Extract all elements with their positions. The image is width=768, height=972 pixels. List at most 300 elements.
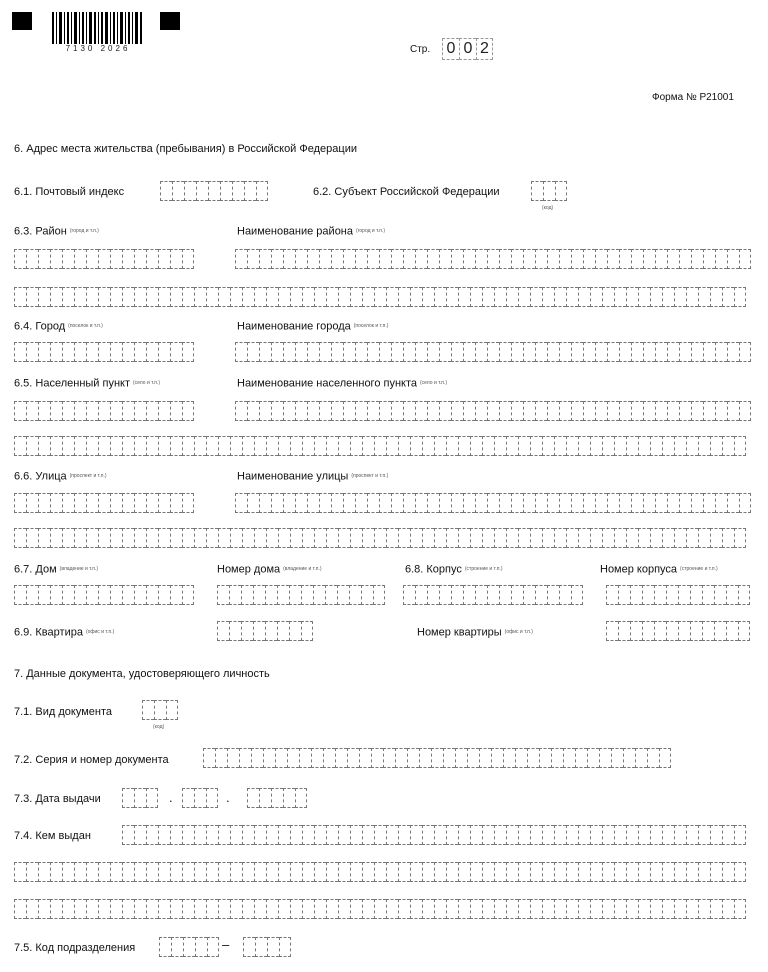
char-cell[interactable] <box>134 436 146 456</box>
char-cell[interactable] <box>134 249 146 269</box>
char-cell[interactable] <box>674 436 686 456</box>
char-cell[interactable] <box>295 249 307 269</box>
char-cell[interactable] <box>208 181 220 201</box>
char-cell[interactable] <box>631 493 643 513</box>
char-cell[interactable] <box>122 528 134 548</box>
char-cell[interactable] <box>326 899 338 919</box>
char-cell[interactable] <box>458 528 470 548</box>
char-cell[interactable] <box>110 342 122 362</box>
char-cell[interactable] <box>331 249 343 269</box>
issued-by-input[interactable] <box>122 825 746 845</box>
char-cell[interactable] <box>575 748 587 768</box>
char-cell[interactable] <box>267 937 279 957</box>
char-cell[interactable] <box>62 528 74 548</box>
char-cell[interactable] <box>266 862 278 882</box>
char-cell[interactable] <box>559 342 571 362</box>
char-cell[interactable] <box>325 585 337 605</box>
char-cell[interactable] <box>403 585 415 605</box>
char-cell[interactable] <box>146 493 158 513</box>
char-cell[interactable] <box>98 493 110 513</box>
char-cell[interactable] <box>710 825 722 845</box>
char-cell[interactable] <box>266 528 278 548</box>
char-cell[interactable] <box>506 825 518 845</box>
char-cell[interactable] <box>542 899 554 919</box>
char-cell[interactable] <box>110 436 122 456</box>
char-cell[interactable] <box>203 748 215 768</box>
char-cell[interactable] <box>595 249 607 269</box>
char-cell[interactable] <box>422 899 434 919</box>
char-cell[interactable] <box>307 249 319 269</box>
char-cell[interactable] <box>195 937 207 957</box>
char-cell[interactable] <box>583 249 595 269</box>
char-cell[interactable] <box>499 342 511 362</box>
char-cell[interactable] <box>301 621 313 641</box>
char-cell[interactable] <box>146 585 158 605</box>
char-cell[interactable] <box>583 342 595 362</box>
char-cell[interactable] <box>398 436 410 456</box>
char-cell[interactable] <box>606 621 618 641</box>
char-cell[interactable] <box>206 825 218 845</box>
char-cell[interactable] <box>431 748 443 768</box>
char-cell[interactable] <box>710 528 722 548</box>
char-cell[interactable] <box>515 748 527 768</box>
char-cell[interactable] <box>642 621 654 641</box>
char-cell[interactable] <box>295 788 307 808</box>
char-cell[interactable] <box>523 585 535 605</box>
char-cell[interactable] <box>338 287 350 307</box>
char-cell[interactable] <box>142 700 154 720</box>
char-cell[interactable] <box>391 342 403 362</box>
char-cell[interactable] <box>371 748 383 768</box>
char-cell[interactable] <box>374 862 386 882</box>
char-cell[interactable] <box>122 249 134 269</box>
char-cell[interactable] <box>710 436 722 456</box>
char-cell[interactable] <box>650 825 662 845</box>
char-cell[interactable] <box>86 899 98 919</box>
char-cell[interactable] <box>674 528 686 548</box>
char-cell[interactable] <box>374 825 386 845</box>
char-cell[interactable] <box>482 825 494 845</box>
char-cell[interactable] <box>266 899 278 919</box>
char-cell[interactable] <box>407 748 419 768</box>
char-cell[interactable] <box>275 748 287 768</box>
char-cell[interactable] <box>182 862 194 882</box>
char-cell[interactable] <box>679 249 691 269</box>
char-cell[interactable] <box>74 528 86 548</box>
char-cell[interactable] <box>446 528 458 548</box>
char-cell[interactable] <box>434 287 446 307</box>
char-cell[interactable] <box>547 493 559 513</box>
char-cell[interactable] <box>511 493 523 513</box>
char-cell[interactable] <box>278 436 290 456</box>
char-cell[interactable] <box>727 342 739 362</box>
char-cell[interactable] <box>170 493 182 513</box>
char-cell[interactable] <box>415 493 427 513</box>
char-cell[interactable] <box>242 436 254 456</box>
char-cell[interactable] <box>350 899 362 919</box>
char-cell[interactable] <box>74 493 86 513</box>
char-cell[interactable] <box>326 287 338 307</box>
char-cell[interactable] <box>265 585 277 605</box>
char-cell[interactable] <box>98 436 110 456</box>
char-cell[interactable] <box>463 493 475 513</box>
char-cell[interactable] <box>38 401 50 421</box>
char-cell[interactable] <box>350 436 362 456</box>
char-cell[interactable] <box>410 862 422 882</box>
char-cell[interactable] <box>638 287 650 307</box>
char-cell[interactable] <box>38 862 50 882</box>
char-cell[interactable] <box>638 825 650 845</box>
char-cell[interactable] <box>467 748 479 768</box>
char-cell[interactable] <box>146 436 158 456</box>
subject-code-input[interactable] <box>531 181 567 201</box>
char-cell[interactable] <box>710 899 722 919</box>
char-cell[interactable] <box>583 493 595 513</box>
char-cell[interactable] <box>110 287 122 307</box>
char-cell[interactable] <box>487 585 499 605</box>
char-cell[interactable] <box>530 287 542 307</box>
char-cell[interactable] <box>410 899 422 919</box>
char-cell[interactable] <box>271 342 283 362</box>
char-cell[interactable] <box>667 249 679 269</box>
char-cell[interactable] <box>662 287 674 307</box>
char-cell[interactable] <box>314 825 326 845</box>
char-cell[interactable] <box>122 585 134 605</box>
char-cell[interactable] <box>255 937 267 957</box>
char-cell[interactable] <box>253 621 265 641</box>
char-cell[interactable] <box>259 493 271 513</box>
char-cell[interactable] <box>470 862 482 882</box>
char-cell[interactable] <box>458 436 470 456</box>
char-cell[interactable] <box>590 287 602 307</box>
char-cell[interactable] <box>607 493 619 513</box>
char-cell[interactable] <box>230 436 242 456</box>
char-cell[interactable] <box>230 825 242 845</box>
char-cell[interactable] <box>14 436 26 456</box>
char-cell[interactable] <box>487 493 499 513</box>
char-cell[interactable] <box>170 528 182 548</box>
char-cell[interactable] <box>535 401 547 421</box>
char-cell[interactable] <box>86 287 98 307</box>
char-cell[interactable] <box>326 436 338 456</box>
char-cell[interactable] <box>307 342 319 362</box>
char-cell[interactable] <box>643 249 655 269</box>
char-cell[interactable] <box>643 342 655 362</box>
house-number-input[interactable] <box>217 585 385 605</box>
char-cell[interactable] <box>50 899 62 919</box>
char-cell[interactable] <box>355 342 367 362</box>
char-cell[interactable] <box>362 436 374 456</box>
char-cell[interactable] <box>542 862 554 882</box>
apartment-type-input[interactable] <box>217 621 313 641</box>
char-cell[interactable] <box>463 585 475 605</box>
char-cell[interactable] <box>194 436 206 456</box>
district-name-input[interactable] <box>235 249 751 269</box>
char-cell[interactable] <box>619 342 631 362</box>
char-cell[interactable] <box>654 621 666 641</box>
char-cell[interactable] <box>50 493 62 513</box>
char-cell[interactable] <box>146 899 158 919</box>
char-cell[interactable] <box>251 748 263 768</box>
char-cell[interactable] <box>206 528 218 548</box>
char-cell[interactable] <box>26 401 38 421</box>
char-cell[interactable] <box>319 493 331 513</box>
char-cell[interactable] <box>566 862 578 882</box>
char-cell[interactable] <box>475 249 487 269</box>
doc-type-code-input[interactable] <box>142 700 178 720</box>
char-cell[interactable] <box>698 825 710 845</box>
char-cell[interactable] <box>386 825 398 845</box>
char-cell[interactable] <box>62 899 74 919</box>
char-cell[interactable] <box>349 585 361 605</box>
char-cell[interactable] <box>331 342 343 362</box>
district-type-input[interactable] <box>14 249 194 269</box>
char-cell[interactable] <box>554 436 566 456</box>
char-cell[interactable] <box>338 528 350 548</box>
char-cell[interactable] <box>662 862 674 882</box>
char-cell[interactable] <box>451 342 463 362</box>
char-cell[interactable] <box>331 493 343 513</box>
char-cell[interactable] <box>410 287 422 307</box>
char-cell[interactable] <box>391 401 403 421</box>
char-cell[interactable] <box>698 436 710 456</box>
char-cell[interactable] <box>667 401 679 421</box>
char-cell[interactable] <box>667 493 679 513</box>
char-cell[interactable] <box>230 899 242 919</box>
char-cell[interactable] <box>419 748 431 768</box>
char-cell[interactable] <box>14 287 26 307</box>
char-cell[interactable] <box>386 436 398 456</box>
char-cell[interactable] <box>614 862 626 882</box>
char-cell[interactable] <box>655 401 667 421</box>
street-name-input[interactable] <box>235 493 751 513</box>
char-cell[interactable] <box>338 899 350 919</box>
dept-code-input-part2[interactable] <box>243 937 291 957</box>
char-cell[interactable] <box>302 825 314 845</box>
char-cell[interactable] <box>254 862 266 882</box>
char-cell[interactable] <box>50 287 62 307</box>
char-cell[interactable] <box>583 401 595 421</box>
char-cell[interactable] <box>391 249 403 269</box>
char-cell[interactable] <box>146 401 158 421</box>
char-cell[interactable] <box>242 287 254 307</box>
char-cell[interactable] <box>678 621 690 641</box>
char-cell[interactable] <box>511 401 523 421</box>
char-cell[interactable] <box>271 788 283 808</box>
char-cell[interactable] <box>184 181 196 201</box>
char-cell[interactable] <box>439 493 451 513</box>
char-cell[interactable] <box>698 862 710 882</box>
char-cell[interactable] <box>679 342 691 362</box>
char-cell[interactable] <box>235 342 247 362</box>
char-cell[interactable] <box>362 899 374 919</box>
char-cell[interactable] <box>458 287 470 307</box>
char-cell[interactable] <box>14 493 26 513</box>
char-cell[interactable] <box>38 436 50 456</box>
char-cell[interactable] <box>714 585 726 605</box>
char-cell[interactable] <box>487 342 499 362</box>
char-cell[interactable] <box>530 436 542 456</box>
char-cell[interactable] <box>623 748 635 768</box>
char-cell[interactable] <box>146 287 158 307</box>
char-cell[interactable] <box>587 748 599 768</box>
char-cell[interactable] <box>14 899 26 919</box>
char-cell[interactable] <box>367 249 379 269</box>
char-cell[interactable] <box>590 862 602 882</box>
char-cell[interactable] <box>607 342 619 362</box>
char-cell[interactable] <box>395 748 407 768</box>
char-cell[interactable] <box>543 181 555 201</box>
char-cell[interactable] <box>158 287 170 307</box>
char-cell[interactable] <box>50 249 62 269</box>
char-cell[interactable] <box>518 436 530 456</box>
char-cell[interactable] <box>422 528 434 548</box>
char-cell[interactable] <box>194 825 206 845</box>
char-cell[interactable] <box>253 585 265 605</box>
char-cell[interactable] <box>98 585 110 605</box>
char-cell[interactable] <box>499 493 511 513</box>
char-cell[interactable] <box>277 585 289 605</box>
char-cell[interactable] <box>691 401 703 421</box>
char-cell[interactable] <box>362 287 374 307</box>
char-cell[interactable] <box>74 287 86 307</box>
char-cell[interactable] <box>243 937 255 957</box>
char-cell[interactable] <box>722 825 734 845</box>
char-cell[interactable] <box>26 287 38 307</box>
char-cell[interactable] <box>518 287 530 307</box>
char-cell[interactable] <box>122 788 134 808</box>
char-cell[interactable] <box>256 181 268 201</box>
char-cell[interactable] <box>427 342 439 362</box>
char-cell[interactable] <box>654 585 666 605</box>
char-cell[interactable] <box>301 585 313 605</box>
char-cell[interactable] <box>674 287 686 307</box>
char-cell[interactable] <box>62 862 74 882</box>
char-cell[interactable] <box>26 342 38 362</box>
char-cell[interactable] <box>650 436 662 456</box>
char-cell[interactable] <box>227 748 239 768</box>
char-cell[interactable] <box>722 862 734 882</box>
char-cell[interactable] <box>607 401 619 421</box>
char-cell[interactable] <box>571 401 583 421</box>
issue-date-year-input[interactable] <box>247 788 307 808</box>
char-cell[interactable] <box>618 585 630 605</box>
char-cell[interactable] <box>271 249 283 269</box>
char-cell[interactable] <box>434 436 446 456</box>
char-cell[interactable] <box>230 287 242 307</box>
char-cell[interactable] <box>535 249 547 269</box>
char-cell[interactable] <box>494 862 506 882</box>
char-cell[interactable] <box>698 528 710 548</box>
char-cell[interactable] <box>98 401 110 421</box>
char-cell[interactable] <box>134 585 146 605</box>
char-cell[interactable] <box>278 862 290 882</box>
char-cell[interactable] <box>511 249 523 269</box>
char-cell[interactable] <box>506 287 518 307</box>
issue-date-day-input[interactable] <box>122 788 158 808</box>
char-cell[interactable] <box>727 249 739 269</box>
char-cell[interactable] <box>655 249 667 269</box>
char-cell[interactable] <box>734 436 746 456</box>
char-cell[interactable] <box>734 825 746 845</box>
char-cell[interactable] <box>734 528 746 548</box>
char-cell[interactable] <box>734 899 746 919</box>
char-cell[interactable] <box>578 287 590 307</box>
char-cell[interactable] <box>655 342 667 362</box>
char-cell[interactable] <box>38 249 50 269</box>
char-cell[interactable] <box>74 249 86 269</box>
char-cell[interactable] <box>666 621 678 641</box>
char-cell[interactable] <box>182 249 194 269</box>
char-cell[interactable] <box>530 825 542 845</box>
char-cell[interactable] <box>679 493 691 513</box>
char-cell[interactable] <box>710 862 722 882</box>
char-cell[interactable] <box>686 825 698 845</box>
char-cell[interactable] <box>254 528 266 548</box>
char-cell[interactable] <box>555 181 567 201</box>
char-cell[interactable] <box>571 342 583 362</box>
char-cell[interactable] <box>559 493 571 513</box>
char-cell[interactable] <box>307 401 319 421</box>
char-cell[interactable] <box>415 401 427 421</box>
char-cell[interactable] <box>439 585 451 605</box>
char-cell[interactable] <box>158 899 170 919</box>
char-cell[interactable] <box>122 401 134 421</box>
char-cell[interactable] <box>482 287 494 307</box>
char-cell[interactable] <box>518 528 530 548</box>
char-cell[interactable] <box>279 937 291 957</box>
char-cell[interactable] <box>667 342 679 362</box>
char-cell[interactable] <box>398 825 410 845</box>
char-cell[interactable] <box>218 899 230 919</box>
char-cell[interactable] <box>738 585 750 605</box>
char-cell[interactable] <box>563 748 575 768</box>
char-cell[interactable] <box>739 493 751 513</box>
char-cell[interactable] <box>595 493 607 513</box>
char-cell[interactable] <box>241 621 253 641</box>
char-cell[interactable] <box>566 899 578 919</box>
char-cell[interactable] <box>535 493 547 513</box>
char-cell[interactable] <box>374 436 386 456</box>
char-cell[interactable] <box>277 621 289 641</box>
char-cell[interactable] <box>631 342 643 362</box>
char-cell[interactable] <box>290 862 302 882</box>
char-cell[interactable] <box>26 862 38 882</box>
char-cell[interactable] <box>662 436 674 456</box>
char-cell[interactable] <box>499 585 511 605</box>
char-cell[interactable] <box>439 401 451 421</box>
char-cell[interactable] <box>62 493 74 513</box>
char-cell[interactable] <box>714 621 726 641</box>
char-cell[interactable] <box>463 342 475 362</box>
char-cell[interactable] <box>350 528 362 548</box>
char-cell[interactable] <box>289 585 301 605</box>
char-cell[interactable] <box>278 899 290 919</box>
char-cell[interactable] <box>98 528 110 548</box>
char-cell[interactable] <box>350 825 362 845</box>
char-cell[interactable] <box>618 621 630 641</box>
char-cell[interactable] <box>362 825 374 845</box>
char-cell[interactable] <box>374 899 386 919</box>
char-cell[interactable] <box>314 899 326 919</box>
char-cell[interactable] <box>379 401 391 421</box>
char-cell[interactable] <box>134 287 146 307</box>
char-cell[interactable] <box>626 862 638 882</box>
char-cell[interactable] <box>295 401 307 421</box>
char-cell[interactable] <box>182 287 194 307</box>
char-cell[interactable] <box>451 493 463 513</box>
char-cell[interactable] <box>158 249 170 269</box>
